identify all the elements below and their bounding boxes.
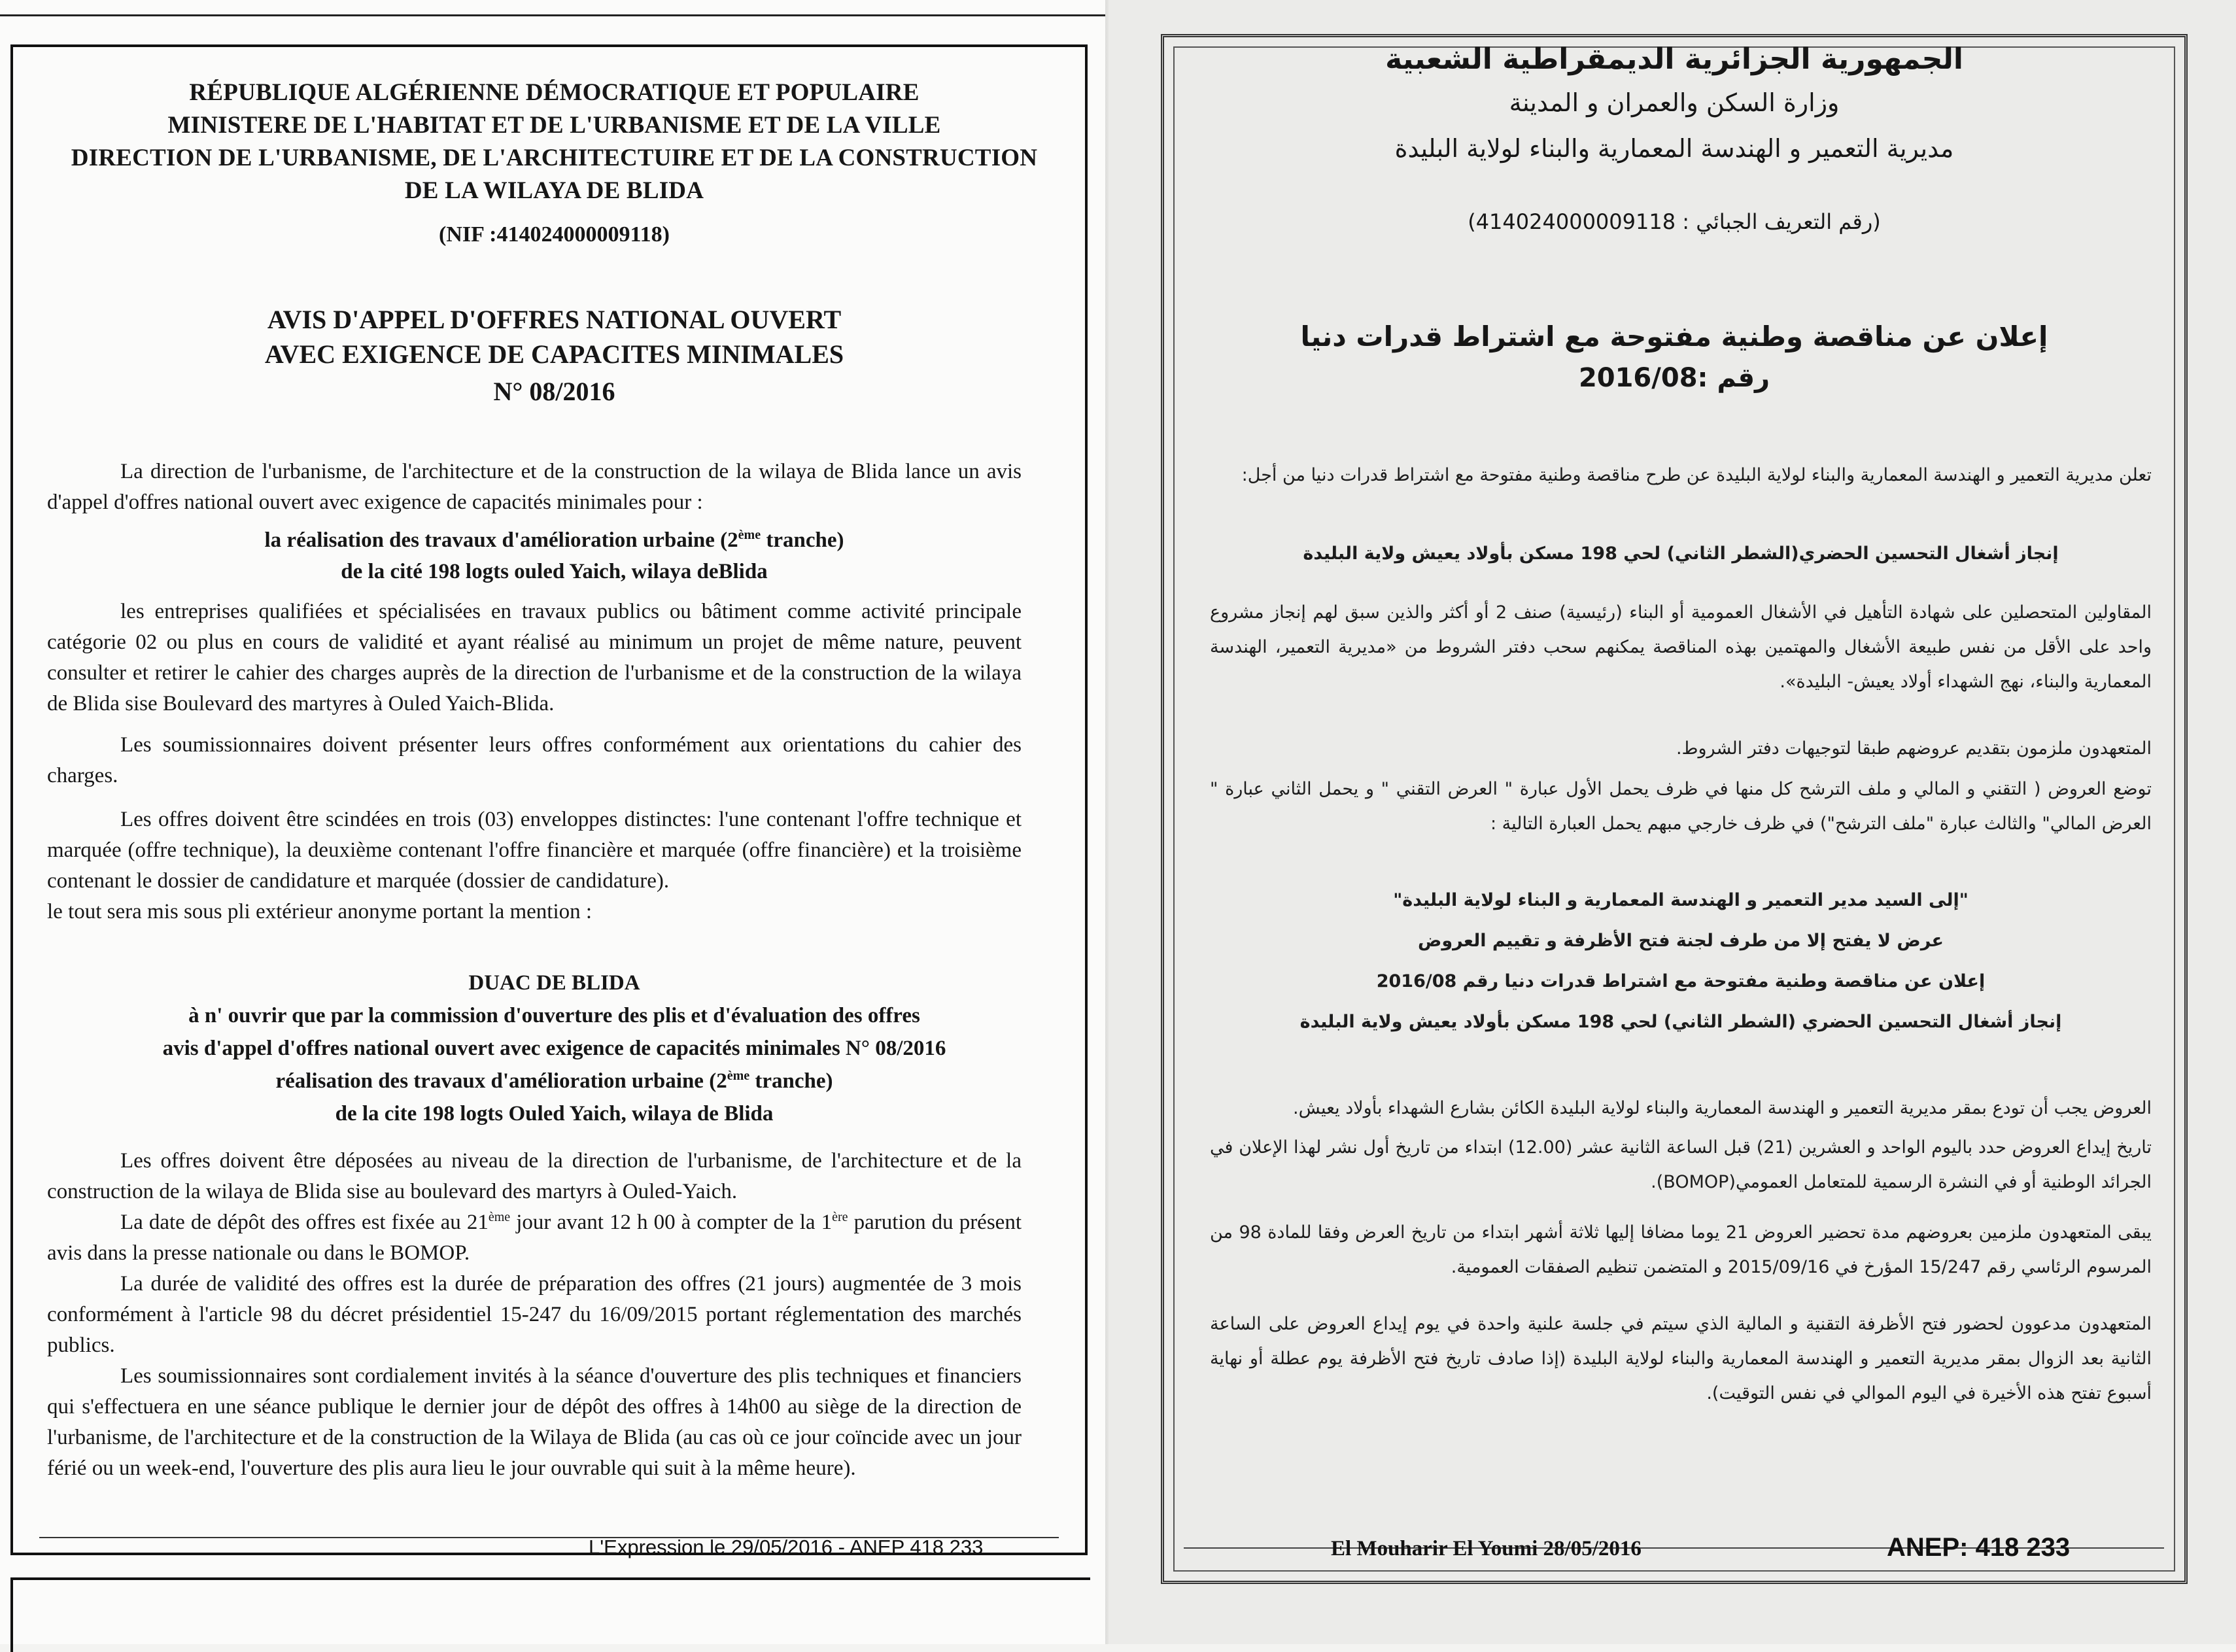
mention-avis: avis d'appel d'offres national ouvert avec exigence de capacités minimales N° 08/2016 [162,1037,946,1060]
envelopes-paragraph: Les offres doivent être scindées en trois (03) enveloppes distinctes: l'une contenant l'offre technique et marquée (offre technique), la deuxième contenant l'offre financière et marquée (offre financière) et la troisième contenant le dossier de candidature et marquée (dossier de candidature). [47,808,1022,893]
ar-header-direction: مديرية التعمير و الهندسة المعمارية والبناء لولاية البليدة [1394,134,1954,163]
ar-mention-line1: "إلى السيد مدير التعمير و الهندسة المعمارية و البناء لولاية البليدة" [1393,890,1969,910]
validity-paragraph: La durée de validité des offres est la durée de préparation des offres (21 jours) augmentée de 3 mois conformément à l'article 98 du décret présidentiel 15-247 du 16/09/2015 portant réglementation des marchés publics. [47,1272,1022,1357]
notice-title-line2: AVEC EXIGENCE DE CAPACITES MINIMALES [264,339,844,369]
notice-title-line1: AVIS D'APPEL D'OFFRES NATIONAL OUVERT [267,305,842,334]
header-nif: (NIF :414024000009118) [439,222,670,247]
ar-header-ministry: وزارة السكن والعمران و المدينة [1509,88,1840,117]
deposit-paragraph: Les offres doivent être déposées au niveau de la direction de l'urbanisme, de l'architecture et de la construction de la wilaya de Blida sise au boulevard des martyrs à Ouled-Yaich. [47,1149,1022,1203]
opening-paragraph: Les soumissionnaires sont cordialement invités à la séance d'ouverture des plis techniques et financiers qui s'effectuera en une séance publique le dernier jour de dépôt des offres à 14h00 au siège de la direction de l'urbanisme, de l'architecture et de la construction de la Wilaya de Blida (au cas où ce jour coïncide avec un jour férié ou un week-end, l'ouverture des plis aura lieu le jour ouvrable qui suit à la même heure). [47,1364,1022,1480]
next-notice-edge [10,1577,1090,1652]
header-ministry: MINISTERE DE L'HABITAT ET DE L'URBANISME ET DE LA VILLE [167,112,941,139]
ar-intro-paragraph: تعلن مديرية التعمير و الهندسة المعمارية والبناء لولاية البليدة عن طرح مناقصة وطنية مفتوحة مع اشتراط قدرات دنيا من أجل: [1241,465,2152,485]
ar-submission-paragraph: المتعهدون ملزمون بتقديم عروضهم طبقا لتوجيهات دفتر الشروط. [1676,738,2152,759]
ar-date-paragraph: تاريخ إيداع العروض حدد باليوم الواحد و العشرين (21) قبل الساعة الثانية عشر (12.00) ابتداء من تاريخ أول نشر لهذا الإعلان في الجرائد الوطنية أو في النشرة الرسمية للمتعامل العمومي(BOMOP). [1210,1137,2152,1192]
header-wilaya: DE LA WILAYA DE BLIDA [404,177,704,204]
ar-validity-paragraph: يبقى المتعهدون ملزمين بعروضهم مدة تحضير العروض 21 يوما مضافا إليها ثلاثة أشهر ابتداء من تاريخ العرض وفقا للمادة 98 من المرسوم الرئاسي رقم 15/247 المؤرخ في 2015/09/16 و المتضمن تنظيم الصفقات العمومية. [1210,1222,2152,1277]
ar-newspaper-footer: El Mouharir El Youmi 28/05/2016 [1331,1537,1642,1560]
ar-object-line: إنجاز أشغال التحسين الحضري(الشطر الثاني) لحي 198 مسكن بأولاد يعيش ولاية البليدة [1303,543,2059,564]
ar-mention-line2: عرض لا يفتح إلا من طرف لجنة فتح الأظرفة و تقييم العروض [1418,931,1944,951]
ar-header-nif: (رقم التعريف الجبائي : 414024000009118) [1468,209,1881,234]
mention-duac: DUAC DE BLIDA [468,971,640,995]
ar-notice-number: رقم :2016/08 [1578,363,1770,393]
notice-number: N° 08/2016 [493,377,615,406]
top-cut-strip [0,0,1109,16]
mention-cite: de la cite 198 logts Ouled Yaich, wilaya de Blida [335,1102,774,1126]
ar-header-republic: الجمهورية الجزائرية الديمقراطية الشعبية [1385,43,1963,76]
object-line2: de la cité 198 logts ouled Yaich, wilaya deBlida [341,560,768,583]
intro-paragraph: La direction de l'urbanisme, de l'architecture et de la construction de la wilaya de Blida lance un avis d'appel d'offres national ouvert avec exigence de capacités minimales pour : [47,460,1022,514]
ar-opening-paragraph: المتعهدون مدعوون لحضور فتح الأظرفة التقنية و المالية الذي سيتم في جلسة علنية واحدة في يوم إيداع العروض على الساعة الثانية بعد الزوال بمقر مديرية التعمير و الهندسة المعمارية والبناء لولاية البليدة (إذا صادف تاريخ فتح الأظرفة يوم عطلة أو نهاية أسبوع تفتح هذه الأخيرة في اليوم الموالي في نفس التوقيت). [1210,1314,2152,1403]
date-paragraph: La date de dépôt des offres est fixée au 21ème jour avant 12 h 00 à compter de la 1ère parution du présent avis dans la presse nationale ou dans le BOMOP. [47,1210,1022,1265]
object-line1: la réalisation des travaux d'amélioration urbaine (2ème tranche) [264,528,844,552]
french-notice-page [0,0,1109,1644]
submission-paragraph: Les soumissionnaires doivent présenter leurs offres conformément aux orientations du cahier des charges. [47,733,1022,787]
newspaper-footer: L'Expression le 29/05/2016 - ANEP 418 233 [589,1536,984,1558]
envelopes-mention-line: le tout sera mis sous pli extérieur anonyme portant la mention : [47,900,593,923]
header-republic: RÉPUBLIQUE ALGÉRIENNE DÉMOCRATIQUE ET POPULAIRE [189,79,920,106]
header-direction: DIRECTION DE L'URBANISME, DE L'ARCHITECTUIRE ET DE LA CONSTRUCTION [71,145,1038,171]
ar-anep-footer: ANEP: 418 233 [1887,1533,2071,1562]
ar-notice-title: إعلان عن مناقصة وطنية مفتوحة مع اشتراط قدرات دنيا [1300,320,2048,353]
eligibility-paragraph: les entreprises qualifiées et spécialisées en travaux publics ou bâtiment comme activité principale catégorie 02 ou plus en cours de validité et ayant réalisé au minimum un projet de même nature, peuvent consulter et retirer le cahier des charges auprès de la direction de l'urbanisme et de la construction de la wilaya de Blida sise Boulevard des martyres à Ouled Yaich-Blida. [47,600,1022,715]
ar-envelopes-paragraph: توضع العروض ( التقني و المالي و ملف الترشح كل منها في ظرف يحمل الأول عبارة " العرض التقني " و يحمل الثاني عبارة " العرض المالي" والثالث عبارة "ملف الترشح") في ظرف خارجي مبهم يحمل العبارة التالية : [1210,779,2152,834]
ar-mention-line4: إنجاز أشغال التحسين الحضري (الشطر الثاني) لحي 198 مسكن بأولاد يعيش ولاية البليدة [1299,1012,2062,1032]
ar-eligibility-paragraph: المقاولين المتحصلين على شهادة التأهيل في الأشغال العمومية أو البناء (رئيسية) صنف 2 أو أكثر والذين سبق لهم إنجاز مشروع واحد على الأقل من نفس طبيعة الأشغال والمهتمين بهذه المناقصة يمكنهم سحب دفتر الشروط من «مديرية التعمير، الهندسة المعمارية والبناء، نهج الشهداء أولاد يعيش- البليدة». [1210,602,2152,692]
ar-deposit-paragraph: العروض يجب أن تودع بمقر مديرية التعمير و الهندسة المعمارية والبناء لولاية البليدة الكائن بشارع الشهداء بأولاد يعيش. [1292,1098,2152,1118]
mention-commission: à n' ouvrir que par la commission d'ouverture des plis et d'évaluation des offres [188,1004,920,1027]
ar-mention-line3: إعلان عن مناقصة وطنية مفتوحة مع اشتراط قدرات دنيا رقم 2016/08 [1376,971,1986,991]
mention-realisation: réalisation des travaux d'amélioration urbaine (2ème tranche) [275,1069,833,1093]
